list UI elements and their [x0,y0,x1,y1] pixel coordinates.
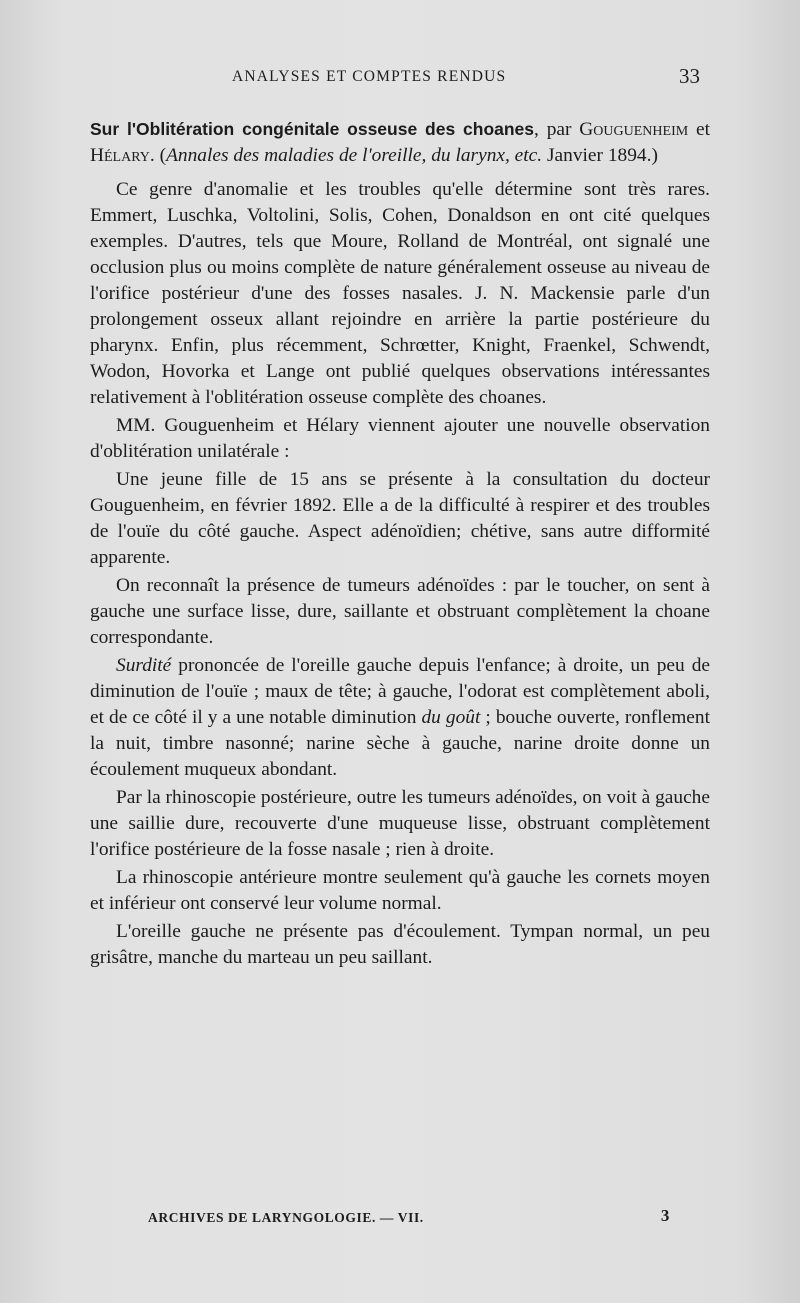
surdite-italic: Surdité [116,655,172,676]
article-title: Sur l'Oblitération congénitale osseuse des choanes [90,119,535,139]
citation-open: . ( [149,145,167,166]
article-heading [90,116,710,169]
paragraph-rhinoscopy-posterior: Par la rhinoscopie postérieure, outre les tumeurs adénoïdes, on voit à gauche une saillie dure, recouverte d'une muqueuse lisse, obstruant complètement l'orifice postérieure de la fosse nasale ; rien à droite. [90,787,710,860]
surdite-text-a: prononcée de l'oreille gauche depuis l'enfance; à droite, un peu de diminution de l'ouïe ; maux de tête; à gauche, l'odorat est complètement aboli, et de ce côté il y a une notable diminution [90,655,710,728]
paragraph-ear: L'oreille gauche ne présente pas d'écoulement. Tympan normal, un peu grisâtre, manche du marteau un peu saillant. [90,921,710,968]
paragraph-new-observation: MM. Gouguenheim et Hélary viennent ajouter une nouvelle observation d'oblitération unilatérale : [90,415,710,462]
author-conjunction: et [688,119,711,140]
article-body [90,116,710,973]
surdite-text-b: ; bouche ouverte, ronflement la nuit, timbre nasonné; narine sèche à gauche, narine droite donne un écoulement muqueux abondant. [90,707,710,780]
paragraph-adenoids: On reconnaît la présence de tumeurs adénoïdes : par le toucher, on sent à gauche une surface lisse, dure, saillante et obstruant complètement la choane correspondante. [90,575,710,648]
page-footer [148,1206,670,1232]
citation-date: Janvier 1894.) [542,145,658,166]
running-header [90,64,710,92]
page-number: 33 [679,64,700,88]
authors-intro: , par [534,119,580,140]
footer-journal: ARCHIVES DE LARYNGOLOGIE. — VII. [148,1210,424,1225]
author-helary: Hélary [90,145,150,166]
paragraph-anomaly: Ce genre d'anomalie et les troubles qu'elle détermine sont très rares. Emmert, Luschka, Voltolini, Solis, Cohen, Donaldson en ont cité quelques exemples. D'autres, tels que Moure, Rolland de Montréal, ont signalé une occlusion plus ou moins complète de nature généralement osseuse au niveau de l'orifice postérieur d'une des fosses nasales. J. N. Mackensie parle d'un prolongement osseux allant rejoindre en arrière la partie postérieure du pharynx. Enfin, plus récemment, Schrœtter, Knight, Fraenkel, Schwendt, Wodon, Hovorka et Lange ont publié quelques observations intéressantes relativement à l'oblitération osseuse complète des choanes. [90,179,710,408]
paragraph-patient: Une jeune fille de 15 ans se présente à la consultation du docteur Gouguenheim, en février 1892. Elle a de la difficulté à respirer et des troubles de l'ouïe du côté gauche. Aspect adénoïdien; chétive, sans autre difformité apparente. [90,469,710,568]
paragraph-surdite [90,653,710,783]
running-title: ANALYSES ET COMPTES RENDUS [232,68,507,85]
signature-mark: 3 [660,1206,670,1225]
paragraph-rhinoscopy-anterior: La rhinoscopie antérieure montre seulement qu'à gauche les cornets moyen et inférieur ont conservé leur volume normal. [90,867,710,914]
gout-italic: du goût [421,707,481,728]
author-gouguenheim: Gouguenheim [579,119,689,140]
citation-journal: Annales des maladies de l'oreille, du larynx, etc. [166,145,543,166]
